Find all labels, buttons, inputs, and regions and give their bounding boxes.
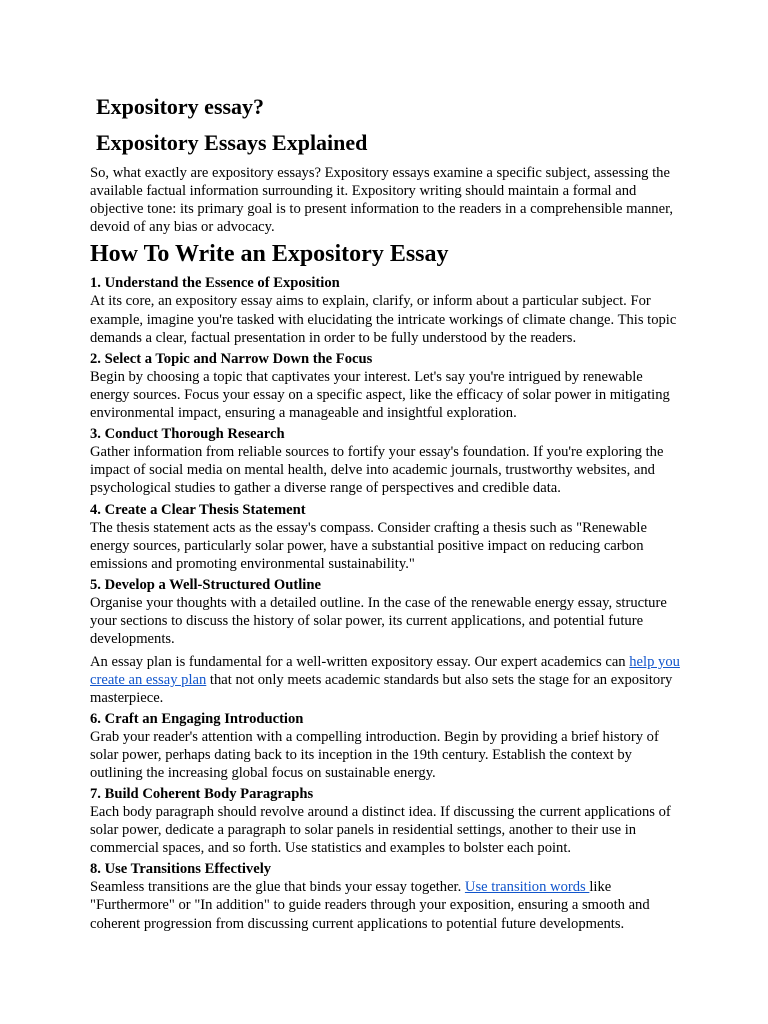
- heading-essays-explained: Expository Essays Explained: [96, 130, 368, 155]
- step-3: [90, 425, 685, 497]
- use-transition-words-link[interactable]: Use transition words: [464, 879, 590, 896]
- step-6: [90, 710, 685, 782]
- step-text-before: Seamless transitions are the glue that binds your essay together.: [90, 879, 465, 896]
- step-7: [90, 785, 685, 857]
- step-title: 7. Build Coherent Body Paragraphs: [90, 785, 314, 802]
- step-5: [90, 576, 685, 648]
- step-text-after: like "Furthermore" or "In addition" to guide readers through your exposition, ensuring a smooth and coherent progression from discussing current applications to potential future developments.: [90, 879, 650, 932]
- step-1: [90, 274, 685, 346]
- step-title: 1. Understand the Essence of Exposition: [90, 275, 340, 292]
- step-title: 6. Craft an Engaging Introduction: [90, 710, 304, 727]
- step-title: 4. Create a Clear Thesis Statement: [90, 501, 306, 518]
- heading-expository-essay: Expository essay?: [96, 94, 265, 119]
- intro-paragraph: So, what exactly are expository essays? Expository essays examine a specific subject, assessing the available factual information surrounding it. Expository writing should maintain a formal and objective tone: its primary goal is to present information to the readers in a comprehensible manner, devoid of any bias or advocacy.: [90, 165, 673, 236]
- help-create-essay-plan-link[interactable]: help you create an essay plan: [90, 654, 680, 689]
- step-title: 5. Develop a Well-Structured Outline: [90, 576, 321, 593]
- step-2: [90, 350, 685, 422]
- step-8: [90, 860, 685, 932]
- document-content: [90, 94, 685, 936]
- step-4: [90, 501, 685, 573]
- step-title: 2. Select a Topic and Narrow Down the Focus: [90, 350, 373, 367]
- step-text: Organise your thoughts with a detailed outline. In the case of the renewable energy essay, structure your sections to discuss the history of solar power, its current applications, and potential future developments.: [90, 594, 667, 648]
- step-text: [90, 878, 685, 932]
- step-title: 8. Use Transitions Effectively: [90, 861, 272, 878]
- step-text: Grab your reader's attention with a compelling introduction. Begin by providing a brief history of solar power, perhaps dating back to its inception in the 19th century. Establish the context by outlining the increasing global focus on sustainable energy.: [90, 728, 659, 781]
- plan-text-before: An essay plan is fundamental for a well-written expository essay. Our expert academics can: [90, 654, 630, 671]
- plan-text-after: that not only meets academic standards but also sets the stage for an expository masterpiece.: [90, 672, 673, 707]
- step-title: 3. Conduct Thorough Research: [90, 426, 285, 443]
- heading-how-to-write: How To Write an Expository Essay: [90, 241, 449, 268]
- step-text: At its core, an expository essay aims to explain, clarify, or inform about a particular subject. For example, imagine you're tasked with elucidating the intricate workings of climate change. This topic demands a clear, factual presentation in order to be fully understood by the readers.: [90, 293, 677, 346]
- step-text: Begin by choosing a topic that captivates your interest. Let's say you're intrigued by renewable energy sources. Focus your essay on a specific aspect, like the efficacy of solar power in mitigating environmental impact, ensuring a manageable and insightful exploration.: [90, 368, 670, 422]
- step-text: The thesis statement acts as the essay's compass. Consider crafting a thesis such as "Renewable energy sources, particularly solar power, have a substantial positive impact on reducing carbon emissions and promoting environmental sustainability.": [90, 519, 647, 572]
- step-text: Each body paragraph should revolve around a distinct idea. If discussing the current applications of solar power, dedicate a paragraph to solar panels in residential settings, another to their use in commercial spaces, and so forth. Use statistics and examples to bolster each point.: [90, 804, 671, 857]
- step-text: Gather information from reliable sources to fortify your essay's foundation. If you're exploring the impact of social media on mental health, delve into academic journals, trustworthy websites, and psychological studies to gather a diverse range of perspectives and credible data.: [90, 444, 664, 497]
- essay-plan-paragraph: [90, 653, 685, 707]
